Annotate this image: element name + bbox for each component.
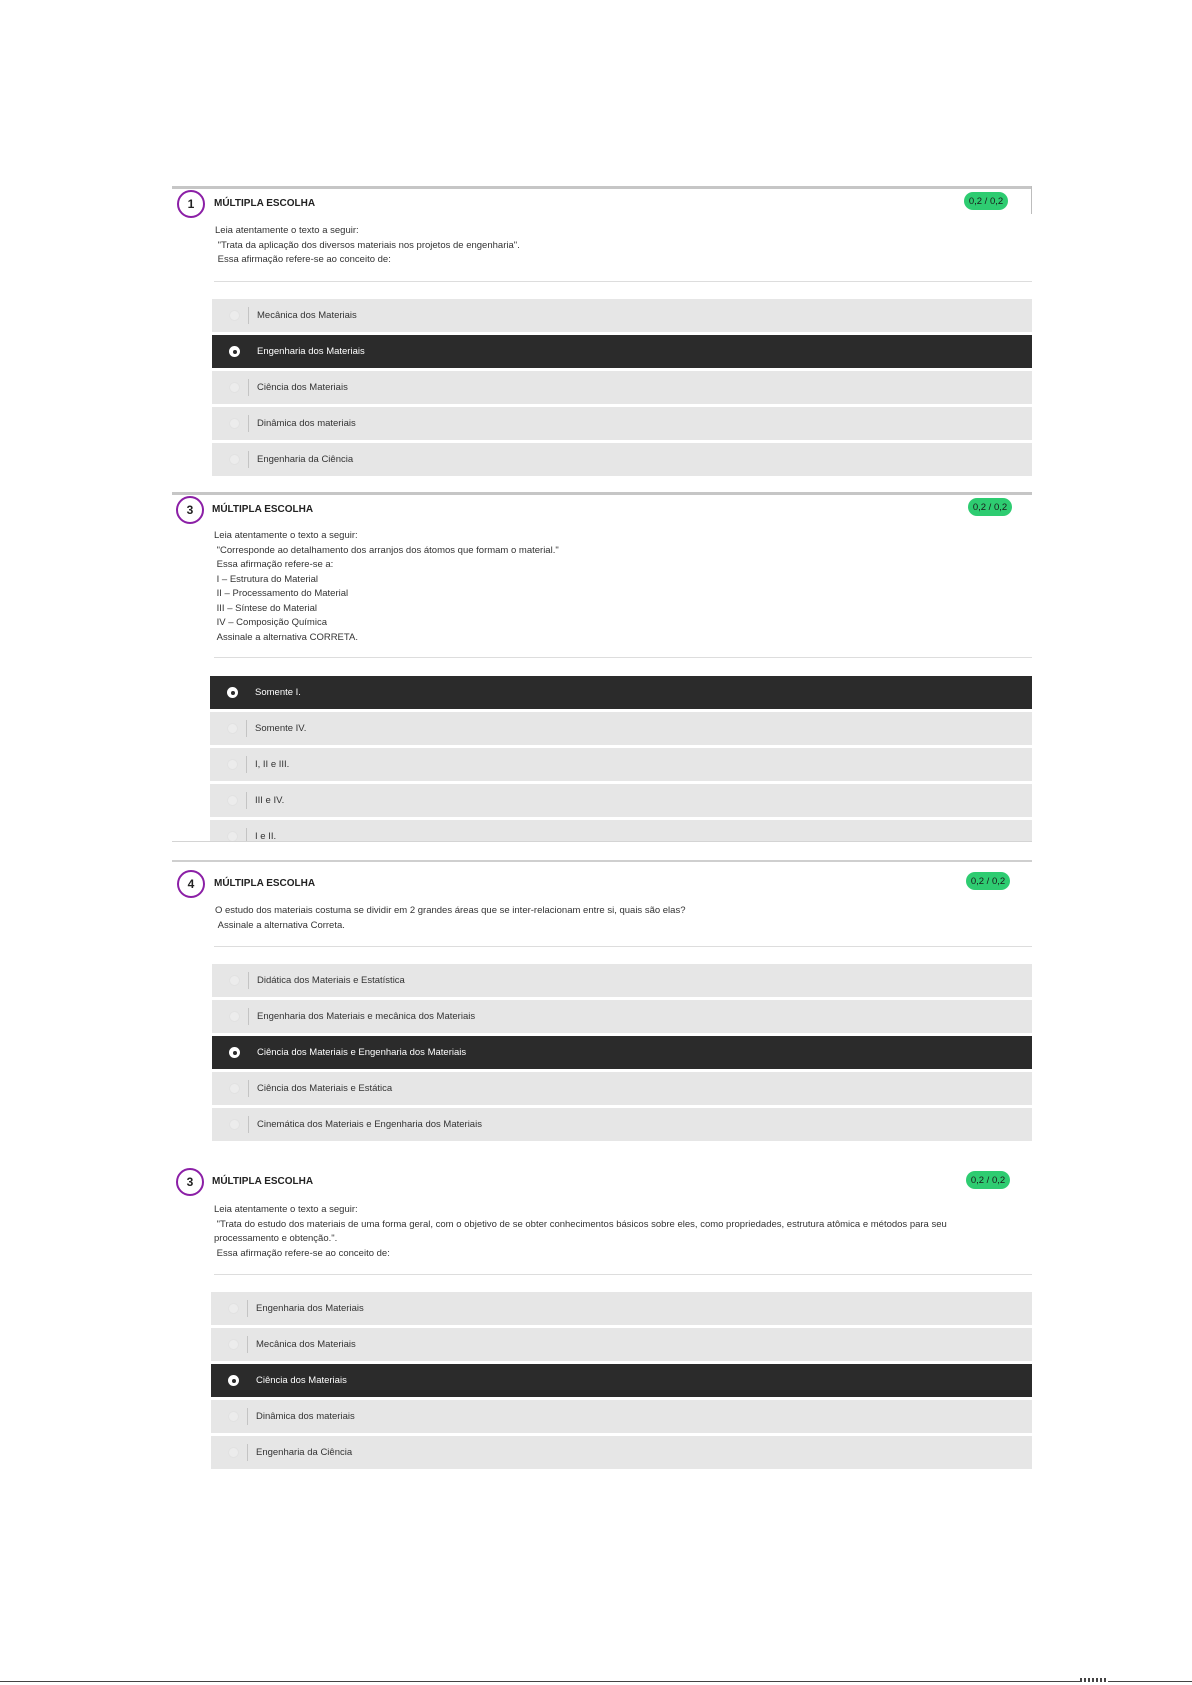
option-label: Dinâmica dos materiais (257, 418, 356, 429)
option-divider (248, 379, 249, 396)
option-divider (248, 451, 249, 468)
option-item[interactable] (210, 820, 1032, 841)
page-bottom-rule (0, 1681, 1192, 1682)
option-divider (248, 972, 249, 989)
option-divider (246, 756, 247, 773)
score-badge: 0,2 / 0,2 (966, 872, 1010, 890)
option-item[interactable] (212, 1072, 1032, 1105)
option-item-selected[interactable] (212, 335, 1032, 368)
stem-line: Leia atentamente o texto a seguir: (214, 1204, 358, 1215)
question-type: MÚLTIPLA ESCOLHA (212, 1176, 314, 1187)
question-type: MÚLTIPLA ESCOLHA (212, 504, 314, 515)
option-item[interactable] (211, 1436, 1032, 1469)
option-divider (248, 1008, 249, 1025)
option-label: Mecânica dos Materiais (256, 1339, 356, 1350)
option-item[interactable] (212, 1000, 1032, 1033)
question-number: 4 (177, 870, 205, 898)
stem-line: Leia atentamente o texto a seguir: (214, 530, 358, 541)
option-divider (246, 720, 247, 737)
stem-line: "Trata do estudo dos materiais de uma forma geral, com o objetivo de se obter conhecimentos básicos sobre eles, como propriedades, estrutura atômica e métodos para seu processamento e obtenção.". (214, 1218, 950, 1244)
option-label: Cinemática dos Materiais e Engenharia dos Materiais (257, 1119, 482, 1130)
stem-line: II – Processamento do Material (214, 588, 349, 599)
option-item[interactable] (211, 1400, 1032, 1433)
option-label: Somente IV. (255, 723, 307, 734)
option-label: III e IV. (255, 795, 285, 806)
option-divider (246, 792, 247, 809)
card-edge (1031, 186, 1032, 214)
score-badge: 0,2 / 0,2 (968, 498, 1012, 516)
stem-separator (214, 657, 1032, 658)
option-item[interactable] (212, 299, 1032, 332)
radio-icon[interactable] (227, 831, 238, 841)
radio-icon[interactable] (228, 1411, 239, 1422)
option-divider (247, 1336, 248, 1353)
question-card-4 (172, 1166, 1032, 1476)
stem-line: Assinale a alternativa CORRETA. (214, 631, 358, 643)
stem-line: Essa afirmação refere-se ao conceito de: (214, 1247, 390, 1259)
option-item[interactable] (212, 407, 1032, 440)
option-label: I e II. (255, 831, 277, 841)
option-label: Engenharia da Ciência (256, 1447, 353, 1458)
radio-checked-icon[interactable] (229, 1047, 240, 1058)
option-divider (247, 1408, 248, 1425)
question-card-2 (172, 492, 1032, 841)
option-item[interactable] (210, 712, 1032, 745)
radio-icon[interactable] (228, 1447, 239, 1458)
card-divider (172, 492, 1032, 495)
viewport-edge (172, 841, 1032, 842)
option-item-selected[interactable] (210, 676, 1032, 709)
radio-icon[interactable] (227, 723, 238, 734)
radio-icon[interactable] (228, 1303, 239, 1314)
radio-icon[interactable] (229, 382, 240, 393)
option-divider (247, 1300, 248, 1317)
option-item[interactable] (212, 443, 1032, 476)
option-item[interactable] (211, 1328, 1032, 1361)
radio-icon[interactable] (227, 795, 238, 806)
radio-checked-icon[interactable] (227, 687, 238, 698)
option-label: Engenharia dos Materiais (257, 346, 365, 357)
radio-icon[interactable] (229, 975, 240, 986)
radio-checked-icon[interactable] (229, 346, 240, 357)
score-badge: 0,2 / 0,2 (966, 1171, 1010, 1189)
stem-line: Leia atentamente o texto a seguir: (215, 225, 359, 236)
question-number: 1 (177, 190, 205, 218)
option-item[interactable] (211, 1292, 1032, 1325)
radio-icon[interactable] (229, 418, 240, 429)
question-card-2-viewport (172, 492, 1032, 841)
stem-separator (214, 281, 1032, 282)
option-divider (248, 1116, 249, 1133)
stem-line: Assinale a alternativa Correta. (215, 919, 345, 931)
option-divider (248, 1080, 249, 1097)
option-divider (248, 415, 249, 432)
stem-line: IV – Composição Química (214, 617, 327, 628)
option-label: Ciência dos Materiais (257, 382, 348, 393)
radio-icon[interactable] (229, 454, 240, 465)
card-divider (172, 860, 1032, 862)
question-card-3 (172, 860, 1032, 1150)
radio-checked-icon[interactable] (228, 1375, 239, 1386)
option-label: Engenharia dos Materiais e mecânica dos Materiais (257, 1011, 476, 1022)
question-stem (215, 224, 1015, 268)
stem-line: I – Estrutura do Material (214, 573, 319, 585)
card-divider (172, 186, 1032, 189)
option-label: Ciência dos Materiais e Engenharia dos Materiais (257, 1047, 467, 1058)
stem-line: Essa afirmação refere-se ao conceito de: (215, 254, 391, 265)
radio-icon[interactable] (229, 1011, 240, 1022)
option-label: I, II e III. (255, 759, 290, 770)
option-item[interactable] (210, 784, 1032, 817)
stem-line: III – Síntese do Material (214, 602, 317, 614)
option-item[interactable] (212, 1108, 1032, 1141)
radio-icon[interactable] (227, 759, 238, 770)
option-label: Ciência dos Materiais (256, 1375, 347, 1386)
option-item[interactable] (210, 748, 1032, 781)
option-label: Engenharia dos Materiais (256, 1303, 364, 1314)
radio-icon[interactable] (229, 310, 240, 321)
radio-icon[interactable] (229, 1083, 240, 1094)
radio-icon[interactable] (229, 1119, 240, 1130)
option-divider (247, 1444, 248, 1461)
option-label: Engenharia da Ciência (257, 454, 354, 465)
question-number: 3 (176, 1168, 204, 1196)
option-item-selected[interactable] (212, 1036, 1032, 1069)
option-item[interactable] (212, 964, 1032, 997)
option-label: Ciência dos Materiais e Estática (257, 1083, 393, 1094)
stem-line: O estudo dos materiais costuma se dividir em 2 grandes áreas que se inter-relacionam entre si, quais são elas? (215, 905, 686, 916)
question-stem (214, 1203, 1014, 1261)
score-badge: 0,2 / 0,2 (964, 192, 1008, 210)
question-type: MÚLTIPLA ESCOLHA (214, 198, 316, 209)
option-divider (246, 828, 247, 841)
radio-icon[interactable] (228, 1339, 239, 1350)
stem-separator (214, 1274, 1032, 1275)
option-item-selected[interactable] (211, 1364, 1032, 1397)
option-label: Dinâmica dos materiais (256, 1411, 355, 1422)
option-item[interactable] (212, 371, 1032, 404)
option-label: Didática dos Materiais e Estatística (257, 975, 405, 986)
option-divider (248, 307, 249, 324)
page-bottom-mark (1080, 1678, 1108, 1682)
stem-line: "Corresponde ao detalhamento dos arranjos dos átomos que formam o material." (214, 544, 559, 556)
question-type: MÚLTIPLA ESCOLHA (214, 878, 316, 889)
question-stem (214, 529, 1014, 645)
option-label: Somente I. (255, 687, 301, 698)
stem-line: "Trata da aplicação dos diversos materiais nos projetos de engenharia". (215, 239, 520, 251)
stem-separator (214, 946, 1032, 947)
stem-line: Essa afirmação refere-se a: (214, 559, 334, 570)
question-number: 3 (176, 496, 204, 524)
question-stem (215, 904, 1015, 933)
question-card-1 (172, 186, 1032, 476)
option-label: Mecânica dos Materiais (257, 310, 357, 321)
